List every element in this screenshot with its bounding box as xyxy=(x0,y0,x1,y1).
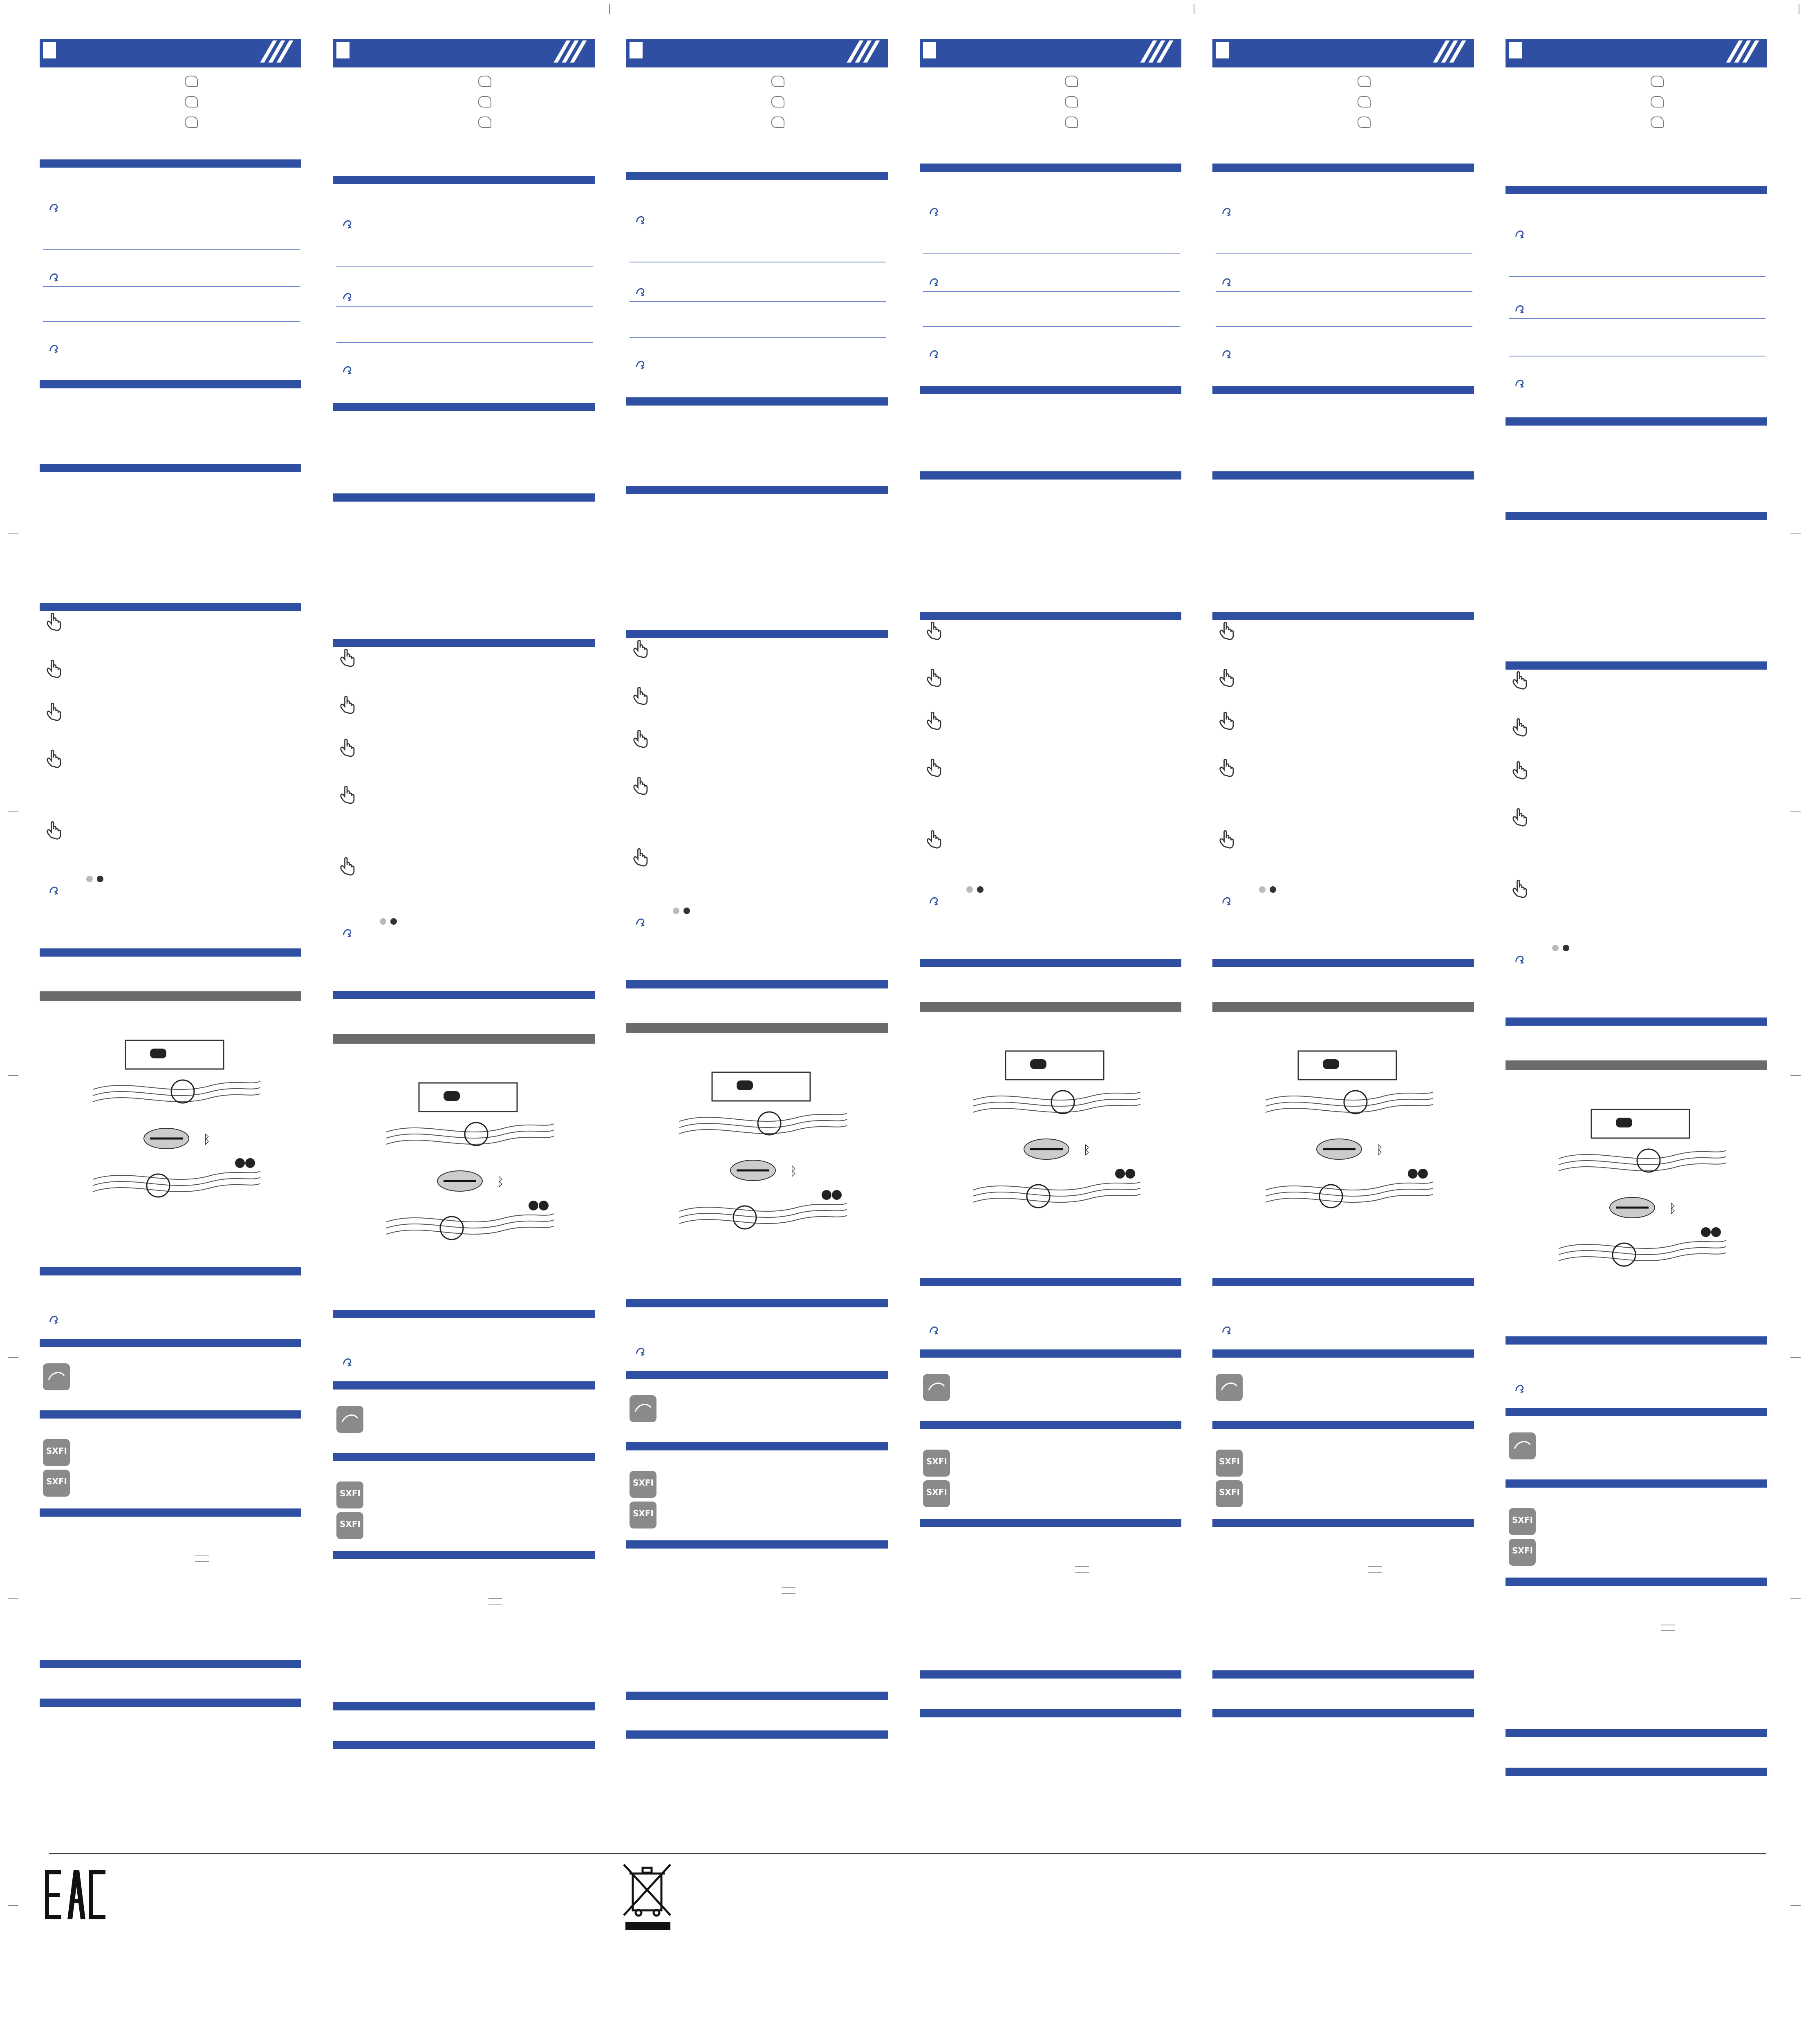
note-icon xyxy=(928,206,939,218)
hand-gesture-icon xyxy=(630,636,652,659)
section-bar xyxy=(1506,1479,1767,1488)
button-icon xyxy=(185,76,198,87)
illustration-bar xyxy=(333,1034,595,1044)
indicator-dots xyxy=(671,907,696,915)
note-icon xyxy=(341,1357,353,1368)
divider-rule xyxy=(43,249,300,250)
hand-gesture-icon xyxy=(1216,708,1239,731)
section-bar xyxy=(333,1310,595,1318)
section-bar xyxy=(40,1508,301,1517)
language-column xyxy=(1506,39,1767,1821)
section-bar xyxy=(1506,1408,1767,1416)
section-bar xyxy=(1212,471,1474,480)
sxfi-air-icon xyxy=(1216,1480,1243,1507)
hand-gesture-icon xyxy=(1509,715,1532,737)
hand-gesture-icon xyxy=(630,683,652,706)
section-bar xyxy=(920,1519,1181,1527)
section-bar xyxy=(920,1278,1181,1286)
language-column xyxy=(626,39,888,1821)
section-bar xyxy=(1212,959,1474,967)
button-icon xyxy=(478,96,491,108)
divider-rule xyxy=(923,326,1180,327)
section-bar xyxy=(333,1741,595,1749)
svg-text:SXFI: SXFI xyxy=(1512,1515,1533,1525)
divider-rule xyxy=(1216,326,1472,327)
sxfi-air-icon xyxy=(1509,1539,1536,1566)
section-bar xyxy=(40,1699,301,1707)
crop-mark xyxy=(1790,1905,1801,1906)
section-header-bar xyxy=(626,39,888,67)
svg-text:SXFI: SXFI xyxy=(46,1446,67,1456)
hand-gesture-icon xyxy=(336,645,359,668)
note-icon xyxy=(1221,349,1232,360)
section-header-bar xyxy=(40,39,301,67)
button-icon xyxy=(185,117,198,128)
divider-rule xyxy=(1509,318,1765,319)
note-icon xyxy=(634,359,646,371)
section-bar xyxy=(626,1540,888,1549)
svg-text:SXFI: SXFI xyxy=(340,1488,361,1498)
button-icon xyxy=(1065,76,1078,87)
section-bar xyxy=(40,948,301,957)
section-bar xyxy=(40,1660,301,1668)
section-bar xyxy=(1212,386,1474,394)
sxfi-air-icon xyxy=(336,1512,363,1539)
section-bar xyxy=(920,612,1181,620)
language-column xyxy=(1212,39,1474,1821)
small-mark xyxy=(1368,1566,1382,1573)
hand-gesture-icon xyxy=(43,746,66,769)
bluetooth-pairing-illustration xyxy=(675,1044,847,1273)
section-bar xyxy=(1506,417,1767,426)
section-bar xyxy=(626,1442,888,1450)
svg-text:ᛒ: ᛒ xyxy=(1376,1143,1383,1157)
button-icon xyxy=(1651,96,1664,108)
crop-mark xyxy=(8,533,18,534)
hand-gesture-icon xyxy=(1509,758,1532,780)
hand-gesture-icon xyxy=(1509,876,1532,899)
svg-text:SXFI: SXFI xyxy=(1512,1546,1533,1555)
button-icon xyxy=(1651,76,1664,87)
hand-gesture-icon xyxy=(43,656,66,679)
crop-mark xyxy=(1790,1598,1801,1599)
bluetooth-pairing-illustration xyxy=(1555,1081,1726,1310)
section-bar xyxy=(40,159,301,168)
small-mark xyxy=(195,1555,209,1562)
crop-mark xyxy=(1790,1357,1801,1358)
note-icon xyxy=(1514,304,1525,315)
controls-icon-group xyxy=(185,76,201,141)
small-mark xyxy=(488,1598,502,1605)
svg-text:ᛒ: ᛒ xyxy=(790,1164,797,1179)
hand-gesture-icon xyxy=(923,665,946,688)
bluetooth-pairing-illustration xyxy=(382,1054,554,1283)
note-icon xyxy=(1514,229,1525,240)
button-icon xyxy=(771,117,784,128)
section-bar xyxy=(920,1709,1181,1717)
hand-gesture-icon xyxy=(923,827,946,849)
divider-rule xyxy=(336,342,593,343)
section-bar xyxy=(333,493,595,502)
sxfi-icon xyxy=(1509,1508,1536,1535)
section-bar xyxy=(1506,1729,1767,1737)
svg-text:SXFI: SXFI xyxy=(633,1478,654,1488)
section-bar xyxy=(333,1551,595,1559)
controls-icon-group xyxy=(771,76,788,141)
sxfi-app-icon xyxy=(43,1363,70,1390)
header-box xyxy=(1509,42,1522,58)
section-bar xyxy=(333,1453,595,1461)
illustration-bar xyxy=(626,1023,888,1033)
note-icon xyxy=(928,349,939,360)
section-bar xyxy=(1212,1421,1474,1429)
indicator-dots xyxy=(378,917,403,926)
svg-text:SXFI: SXFI xyxy=(340,1519,361,1529)
section-bar xyxy=(1212,1709,1474,1717)
illustration-bar xyxy=(1212,1002,1474,1012)
button-icon xyxy=(1065,117,1078,128)
section-bar xyxy=(333,403,595,411)
svg-text:ᛒ: ᛒ xyxy=(1669,1201,1676,1216)
section-bar xyxy=(40,464,301,472)
note-icon xyxy=(48,202,59,214)
bluetooth-pairing-illustration xyxy=(89,1012,260,1241)
sxfi-icon xyxy=(630,1471,656,1498)
sxfi-app-icon xyxy=(1509,1432,1536,1459)
svg-text:SXFI: SXFI xyxy=(633,1508,654,1518)
hand-gesture-icon xyxy=(43,699,66,722)
divider-rule xyxy=(1216,291,1472,292)
hand-gesture-icon xyxy=(923,708,946,731)
note-icon xyxy=(341,365,353,376)
divider-rule xyxy=(336,306,593,307)
indicator-dots xyxy=(965,885,989,894)
crop-mark xyxy=(8,811,18,812)
hand-gesture-icon xyxy=(923,618,946,641)
crop-mark xyxy=(8,1905,18,1906)
section-bar xyxy=(1212,1349,1474,1358)
section-bar xyxy=(1212,164,1474,172)
section-bar xyxy=(40,1339,301,1347)
svg-text:SXFI: SXFI xyxy=(926,1487,947,1497)
note-icon xyxy=(928,1325,939,1336)
section-bar xyxy=(1506,1018,1767,1026)
header-box xyxy=(1216,42,1229,58)
section-bar xyxy=(1212,1519,1474,1527)
section-bar xyxy=(40,380,301,388)
section-bar xyxy=(626,1299,888,1307)
crop-mark xyxy=(8,1075,18,1076)
bluetooth-pairing-illustration xyxy=(1261,1022,1433,1251)
note-icon xyxy=(1514,1383,1525,1395)
controls-icon-group xyxy=(478,76,495,141)
language-column xyxy=(40,39,301,1821)
section-bar xyxy=(920,471,1181,480)
section-bar xyxy=(920,959,1181,967)
note-icon xyxy=(341,291,353,303)
divider-rule xyxy=(923,253,1180,254)
button-icon xyxy=(771,76,784,87)
button-icon xyxy=(478,76,491,87)
hand-gesture-icon xyxy=(43,818,66,840)
sxfi-app-icon xyxy=(336,1406,363,1433)
sxfi-icon xyxy=(1216,1450,1243,1477)
divider-rule xyxy=(1509,276,1765,277)
section-bar xyxy=(333,991,595,999)
section-bar xyxy=(40,1267,301,1275)
svg-text:ᛒ: ᛒ xyxy=(497,1175,504,1189)
hand-gesture-icon xyxy=(923,755,946,778)
section-bar xyxy=(920,1670,1181,1679)
section-bar xyxy=(333,1702,595,1710)
divider-rule xyxy=(336,266,593,267)
section-bar xyxy=(920,164,1181,172)
crop-mark xyxy=(1790,811,1801,812)
button-icon xyxy=(771,96,784,108)
hand-gesture-icon xyxy=(1216,665,1239,688)
section-bar xyxy=(626,397,888,406)
divider-rule xyxy=(630,337,886,338)
note-icon xyxy=(341,219,353,230)
hand-gesture-icon xyxy=(1216,755,1239,778)
sxfi-icon xyxy=(43,1439,70,1466)
svg-text:SXFI: SXFI xyxy=(46,1477,67,1486)
section-bar xyxy=(1506,1336,1767,1345)
note-icon xyxy=(1514,378,1525,390)
section-bar xyxy=(333,176,595,184)
note-icon xyxy=(48,1314,59,1326)
controls-icon-group xyxy=(1065,76,1081,141)
note-icon xyxy=(634,917,646,928)
note-icon xyxy=(1221,1325,1232,1336)
section-bar xyxy=(626,630,888,638)
crop-mark xyxy=(609,4,610,14)
sxfi-app-icon xyxy=(1216,1374,1243,1401)
hand-gesture-icon xyxy=(630,726,652,749)
section-bar xyxy=(1212,1278,1474,1286)
note-icon xyxy=(341,928,353,939)
header-box xyxy=(630,42,643,58)
divider-rule xyxy=(43,286,300,287)
illustration-bar xyxy=(1506,1060,1767,1070)
indicator-dots xyxy=(1257,885,1282,894)
section-header-bar xyxy=(1212,39,1474,67)
svg-text:ᛒ: ᛒ xyxy=(203,1132,211,1147)
note-icon xyxy=(1514,954,1525,966)
crop-mark xyxy=(8,1357,18,1358)
section-bar xyxy=(626,980,888,988)
hand-gesture-icon xyxy=(1216,827,1239,849)
small-mark xyxy=(782,1587,795,1594)
footer-divider xyxy=(49,1853,1766,1854)
note-icon xyxy=(928,277,939,288)
eac-mark-icon xyxy=(45,1870,106,1919)
section-bar xyxy=(626,1730,888,1739)
hand-gesture-icon xyxy=(336,854,359,876)
button-icon xyxy=(1651,117,1664,128)
svg-text:SXFI: SXFI xyxy=(926,1457,947,1466)
note-icon xyxy=(928,896,939,907)
divider-rule xyxy=(43,321,300,322)
svg-text:SXFI: SXFI xyxy=(1219,1487,1240,1497)
section-bar xyxy=(40,1410,301,1419)
button-icon xyxy=(1358,76,1371,87)
divider-rule xyxy=(630,301,886,302)
section-bar xyxy=(920,1421,1181,1429)
controls-icon-group xyxy=(1651,76,1667,141)
section-header-bar xyxy=(920,39,1181,67)
note-icon xyxy=(48,272,59,283)
crop-mark xyxy=(1790,1075,1801,1076)
hand-gesture-icon xyxy=(336,735,359,758)
divider-rule xyxy=(923,291,1180,292)
section-bar xyxy=(1506,512,1767,520)
note-icon xyxy=(634,215,646,226)
note-icon xyxy=(634,287,646,298)
controls-icon-group xyxy=(1358,76,1374,141)
button-icon xyxy=(478,117,491,128)
hand-gesture-icon xyxy=(336,692,359,715)
section-bar xyxy=(1212,1670,1474,1679)
bluetooth-pairing-illustration xyxy=(969,1022,1140,1251)
note-icon xyxy=(634,1346,646,1358)
sxfi-icon xyxy=(336,1481,363,1508)
indicator-dots xyxy=(1550,944,1575,952)
button-icon xyxy=(1065,96,1078,108)
section-bar xyxy=(40,603,301,611)
section-bar xyxy=(1506,186,1767,194)
section-bar xyxy=(626,1692,888,1700)
section-header-bar xyxy=(333,39,595,67)
hand-gesture-icon xyxy=(630,845,652,867)
small-mark xyxy=(1075,1566,1089,1573)
section-bar xyxy=(626,486,888,494)
section-bar xyxy=(1212,612,1474,620)
sxfi-app-icon xyxy=(923,1374,950,1401)
hand-gesture-icon xyxy=(1509,805,1532,827)
svg-text:SXFI: SXFI xyxy=(1219,1457,1240,1466)
note-icon xyxy=(1221,277,1232,288)
note-icon xyxy=(1221,896,1232,907)
illustration-bar xyxy=(40,991,301,1001)
section-bar xyxy=(333,639,595,647)
hand-gesture-icon xyxy=(336,782,359,805)
illustration-bar xyxy=(920,1002,1181,1012)
note-icon xyxy=(48,885,59,896)
section-bar xyxy=(1506,1768,1767,1776)
language-column xyxy=(920,39,1181,1821)
svg-text:ᛒ: ᛒ xyxy=(1083,1143,1091,1157)
sxfi-air-icon xyxy=(43,1470,70,1497)
hand-gesture-icon xyxy=(630,773,652,796)
language-column xyxy=(333,39,595,1821)
hand-gesture-icon xyxy=(43,609,66,632)
indicator-dots xyxy=(85,875,109,883)
section-bar xyxy=(920,386,1181,394)
header-box xyxy=(43,42,56,58)
section-bar xyxy=(1506,1578,1767,1586)
sxfi-air-icon xyxy=(923,1480,950,1507)
header-box xyxy=(923,42,936,58)
hand-gesture-icon xyxy=(1216,618,1239,641)
hand-gesture-icon xyxy=(1509,668,1532,690)
section-bar xyxy=(1506,661,1767,670)
button-icon xyxy=(1358,117,1371,128)
button-icon xyxy=(1358,96,1371,108)
section-bar xyxy=(920,1349,1181,1358)
section-bar xyxy=(333,1381,595,1390)
crop-mark xyxy=(1790,533,1801,534)
crop-mark xyxy=(8,1598,18,1599)
button-icon xyxy=(185,96,198,108)
small-mark xyxy=(1661,1625,1675,1631)
note-icon xyxy=(48,343,59,355)
sxfi-app-icon xyxy=(630,1395,656,1422)
weee-bin-icon xyxy=(621,1862,674,1932)
note-icon xyxy=(1221,206,1232,218)
sxfi-air-icon xyxy=(630,1502,656,1529)
header-box xyxy=(336,42,350,58)
section-header-bar xyxy=(1506,39,1767,67)
section-bar xyxy=(626,172,888,180)
sxfi-icon xyxy=(923,1450,950,1477)
section-bar xyxy=(626,1371,888,1379)
divider-rule xyxy=(1216,253,1472,254)
